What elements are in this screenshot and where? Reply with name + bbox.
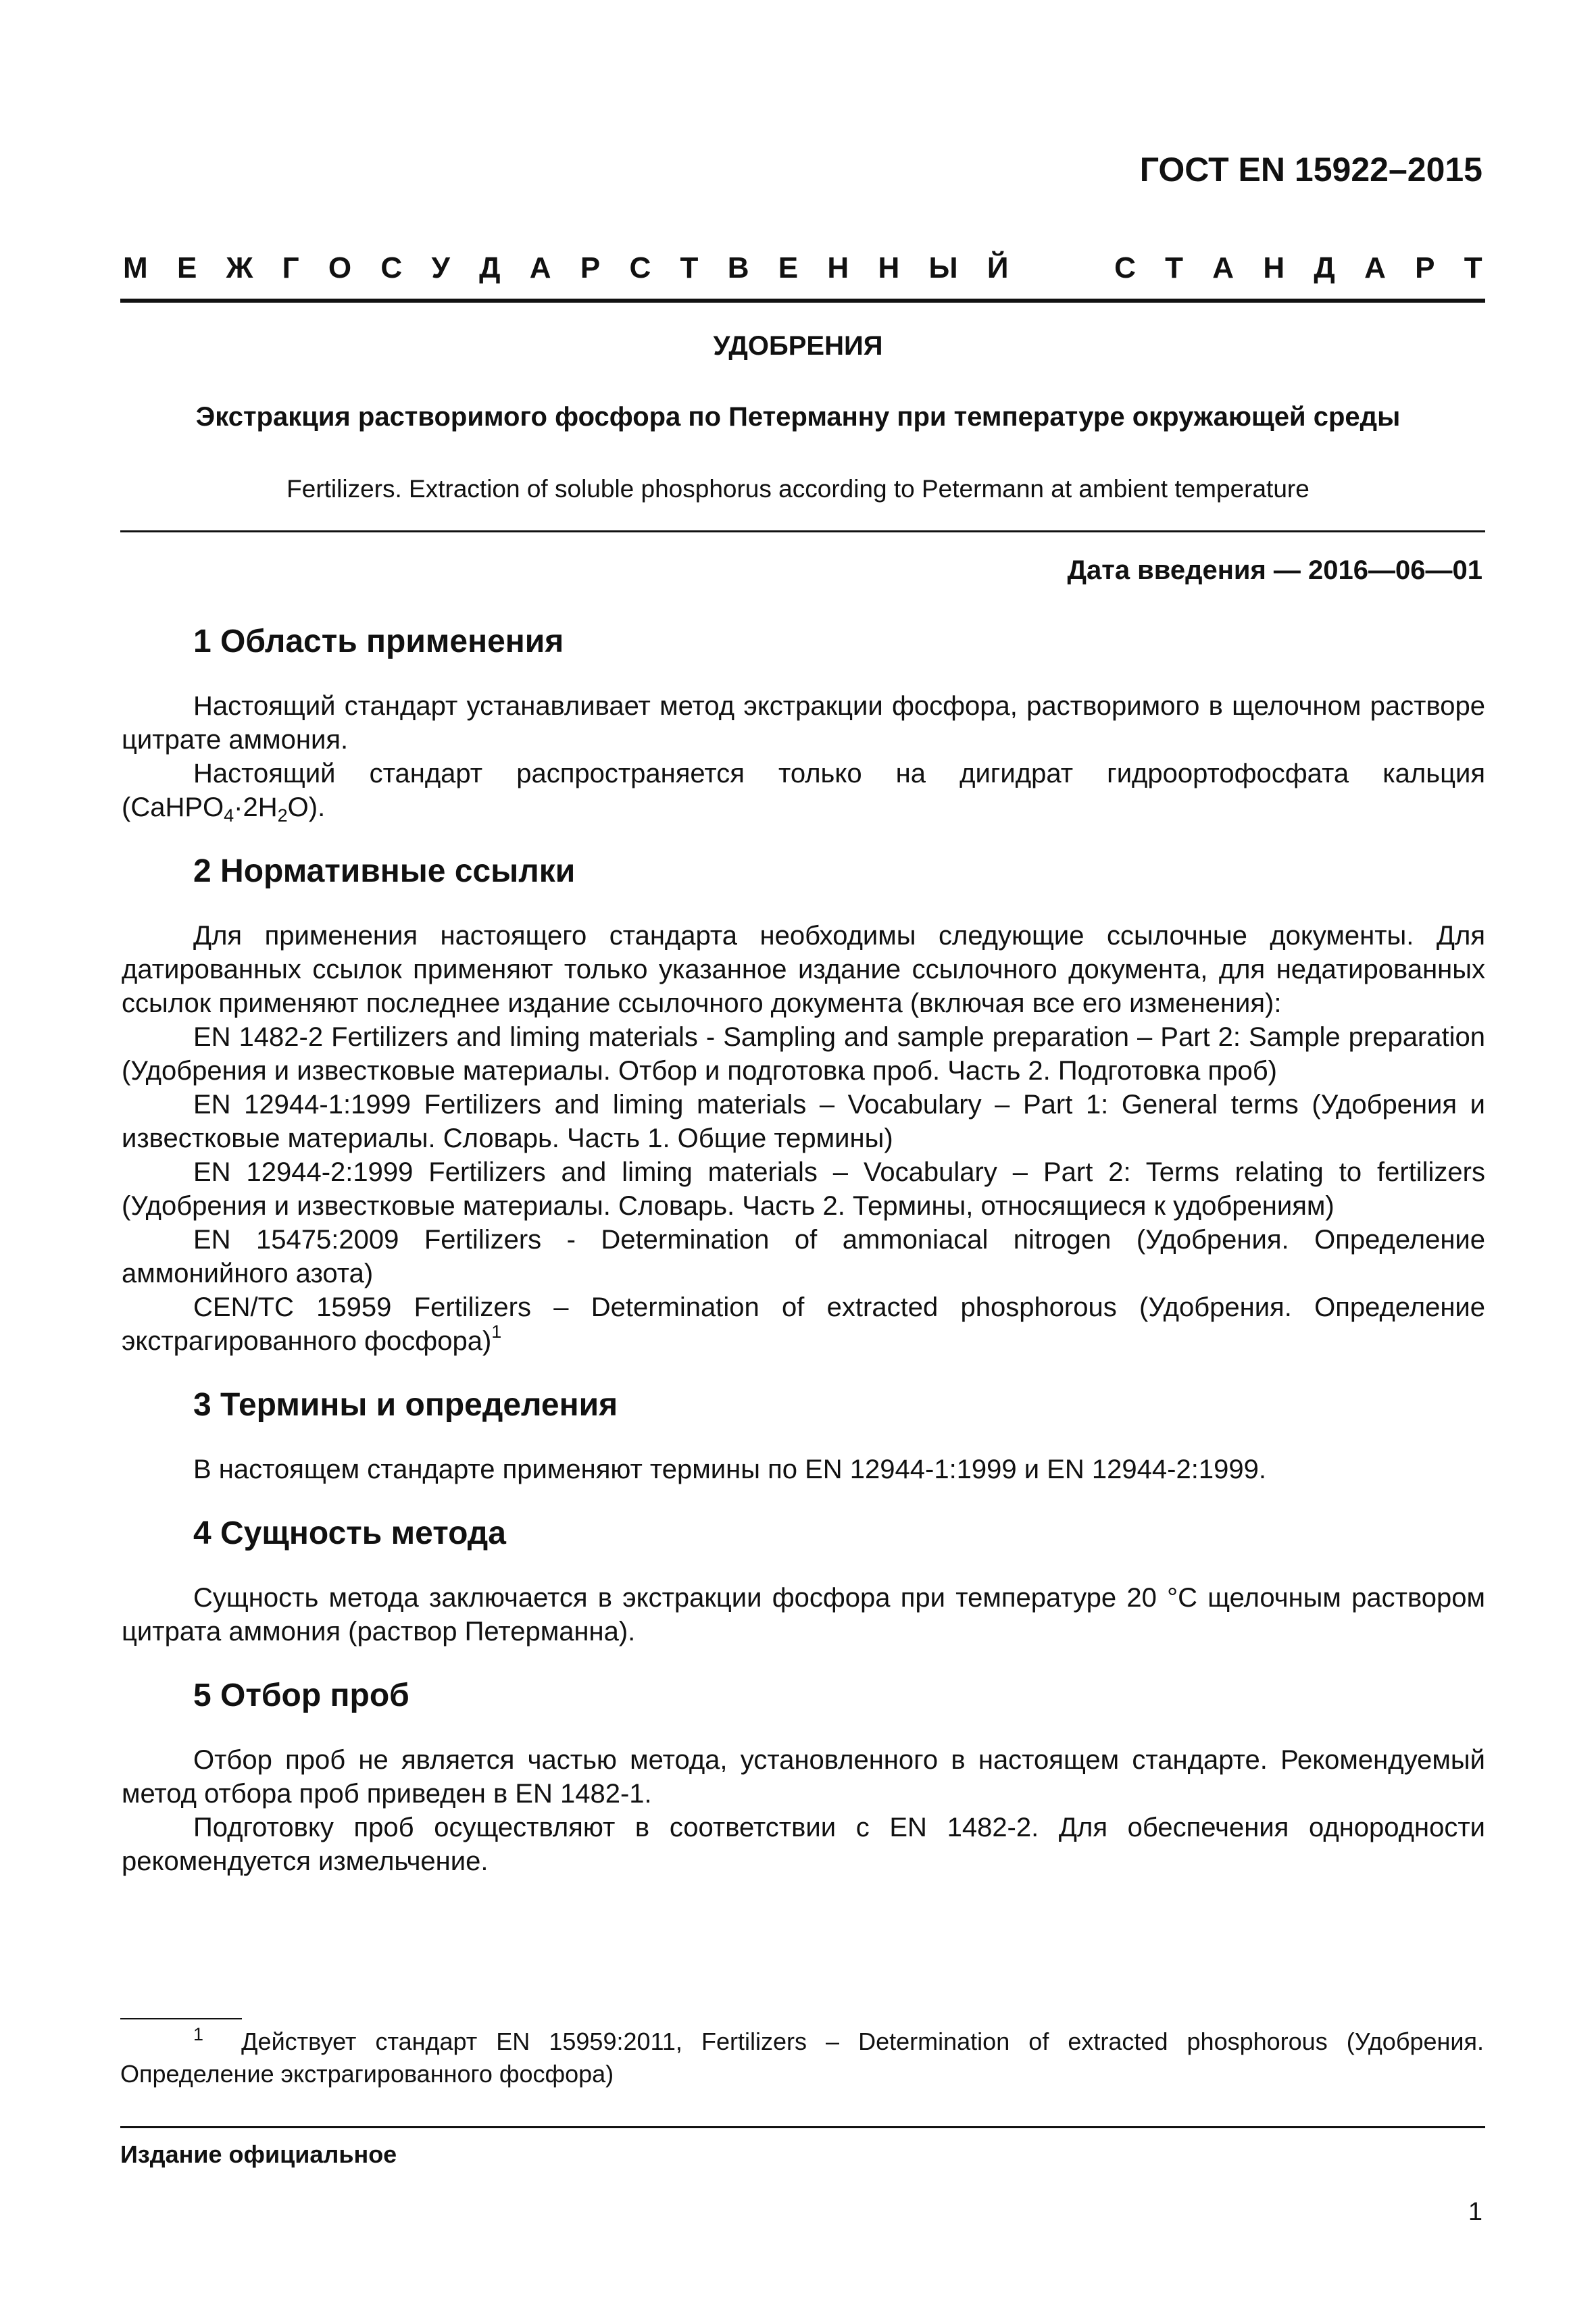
letter: Г [282, 251, 299, 284]
letter: Н [878, 251, 900, 284]
paragraph: В настоящем стандарте применяют термины по EN 12944-1:1999 и EN 12944-2:1999. [193, 1455, 1266, 1484]
letter: С [1114, 251, 1136, 284]
letter: Е [778, 251, 799, 284]
section-heading: 3 Термины и определения [193, 1387, 618, 1423]
paragraph: Отбор проб не является частью метода, установленного в настоящем стандарте. Рекомендуемый метод отбора проб приведен в EN 1482-1. [122, 1745, 1485, 1809]
section-sampling [122, 1676, 1485, 1878]
page-number: 1 [1468, 2198, 1482, 2226]
subscript: 2 [277, 805, 288, 826]
letter: А [1212, 251, 1235, 284]
reference-item: EN 12944-1:1999 Fertilizers and liming materials – Vocabulary – Part 1: General terms (Удобрения и известковые материалы. Словарь. Часть 1. Общие термины) [122, 1090, 1485, 1153]
footnote-text: Действует стандарт EN 15959:2011, Fertilizers – Determination of extracted phosphorous (Удобрения. Определение экстрагированного фосфора) [120, 2028, 1484, 2088]
introduction-date: Дата введения — 2016—06—01 [1067, 555, 1482, 585]
letter: Н [1263, 251, 1285, 284]
gost-number: ГОСТ EN 15922–2015 [1139, 151, 1482, 188]
section-heading: 4 Сущность метода [193, 1515, 506, 1551]
document-subtitle: Экстракция растворимого фосфора по Петерманну при температуре окружающей среды [195, 402, 1401, 432]
letter: Й [987, 251, 1009, 284]
letter: Т [680, 251, 699, 284]
letter: Т [1464, 251, 1482, 284]
reference-item: EN 1482-2 Fertilizers and liming materials - Sampling and sample preparation – Part 2: Sample preparation (Удобрения и известковые материалы. Отбор и подготовка проб. Часть 2. Подготовка проб) [122, 1022, 1485, 1086]
paragraph: Подготовку проб осуществляют в соответствии с EN 1482-2. Для обеспечения однородности рекомендуется измельчение. [122, 1813, 1485, 1876]
interstate-standard-heading [123, 251, 1482, 285]
reference-item: EN 15475:2009 Fertilizers - Determination of ammoniacal nitrogen (Удобрения. Определение аммонийного азота) [122, 1225, 1485, 1288]
paragraph: Настоящий стандарт устанавливает метод экстракции фосфора, растворимого в щелочном растворе цитрате аммония. [122, 691, 1485, 755]
letter: Д [479, 251, 501, 284]
letter: В [727, 251, 749, 284]
document-title: УДОБРЕНИЯ [713, 331, 883, 361]
footnote-separator [120, 2018, 242, 2019]
official-edition-label: Издание официальное [120, 2140, 397, 2168]
word-gap [1038, 251, 1085, 285]
section-terms [122, 1385, 1485, 1486]
section-method-principle [122, 1513, 1485, 1649]
letter: М [123, 251, 148, 284]
section-normative-references [122, 851, 1485, 1358]
letter: О [328, 251, 352, 284]
document-title-english: Fertilizers. Extraction of soluble phosphorus according to Petermann at ambient temperature [286, 475, 1310, 503]
letter: Р [1415, 251, 1435, 284]
letter: А [529, 251, 551, 284]
title-rule [120, 530, 1485, 532]
section-scope [122, 622, 1485, 824]
footnote [120, 2026, 1484, 2090]
reference-item [122, 1290, 1485, 1358]
paragraph-formula [122, 757, 1485, 824]
subscript: 4 [224, 805, 234, 826]
footer-rule [120, 2126, 1485, 2128]
letter: Д [1314, 251, 1335, 284]
section-heading: 1 Область применения [193, 624, 564, 659]
text-run: O). [287, 793, 326, 822]
header-rule [120, 299, 1485, 303]
letter: Н [827, 251, 849, 284]
letter: Ж [226, 251, 253, 284]
letter: У [431, 251, 450, 284]
paragraph: Сущность метода заключается в экстракции фосфора при температуре 20 °С щелочным раствором цитрата аммония (раствор Петерманна). [122, 1583, 1485, 1646]
letter: С [629, 251, 651, 284]
letter: Ы [928, 251, 958, 284]
letter: С [380, 251, 403, 284]
reference-item: EN 12944-2:1999 Fertilizers and liming materials – Vocabulary – Part 2: Terms relating to fertilizers (Удобрения и известковые материалы. Словарь. Часть 2. Термины, относящиеся к удобрениям) [122, 1157, 1485, 1221]
footnote-marker: 1 [491, 1322, 502, 1342]
text-run: ·2H [234, 793, 278, 822]
letter: А [1364, 251, 1386, 284]
text-run: CEN/TC 15959 Fertilizers – Determination of extracted phosphorous (Удобрения. Определение экстрагированного фосфора) [122, 1292, 1485, 1356]
letter: Р [580, 251, 601, 284]
paragraph: Для применения настоящего стандарта необходимы следующие ссылочные документы. Для датированных ссылок применяют только указанное издание ссылочного документа, для недатированных ссылок применяют последнее издание ссылочного документа (включая все его изменения): [122, 921, 1485, 1018]
text-run: Настоящий стандарт распространяется только на дигидрат гидроортофосфата кальция (CaHPO [122, 759, 1485, 822]
section-heading: 5 Отбор проб [193, 1678, 409, 1713]
section-heading: 2 Нормативные ссылки [193, 853, 576, 889]
document-body [122, 622, 1485, 1905]
footnote-marker: 1 [193, 2024, 204, 2044]
letter: Е [176, 251, 197, 284]
letter: Т [1165, 251, 1184, 284]
